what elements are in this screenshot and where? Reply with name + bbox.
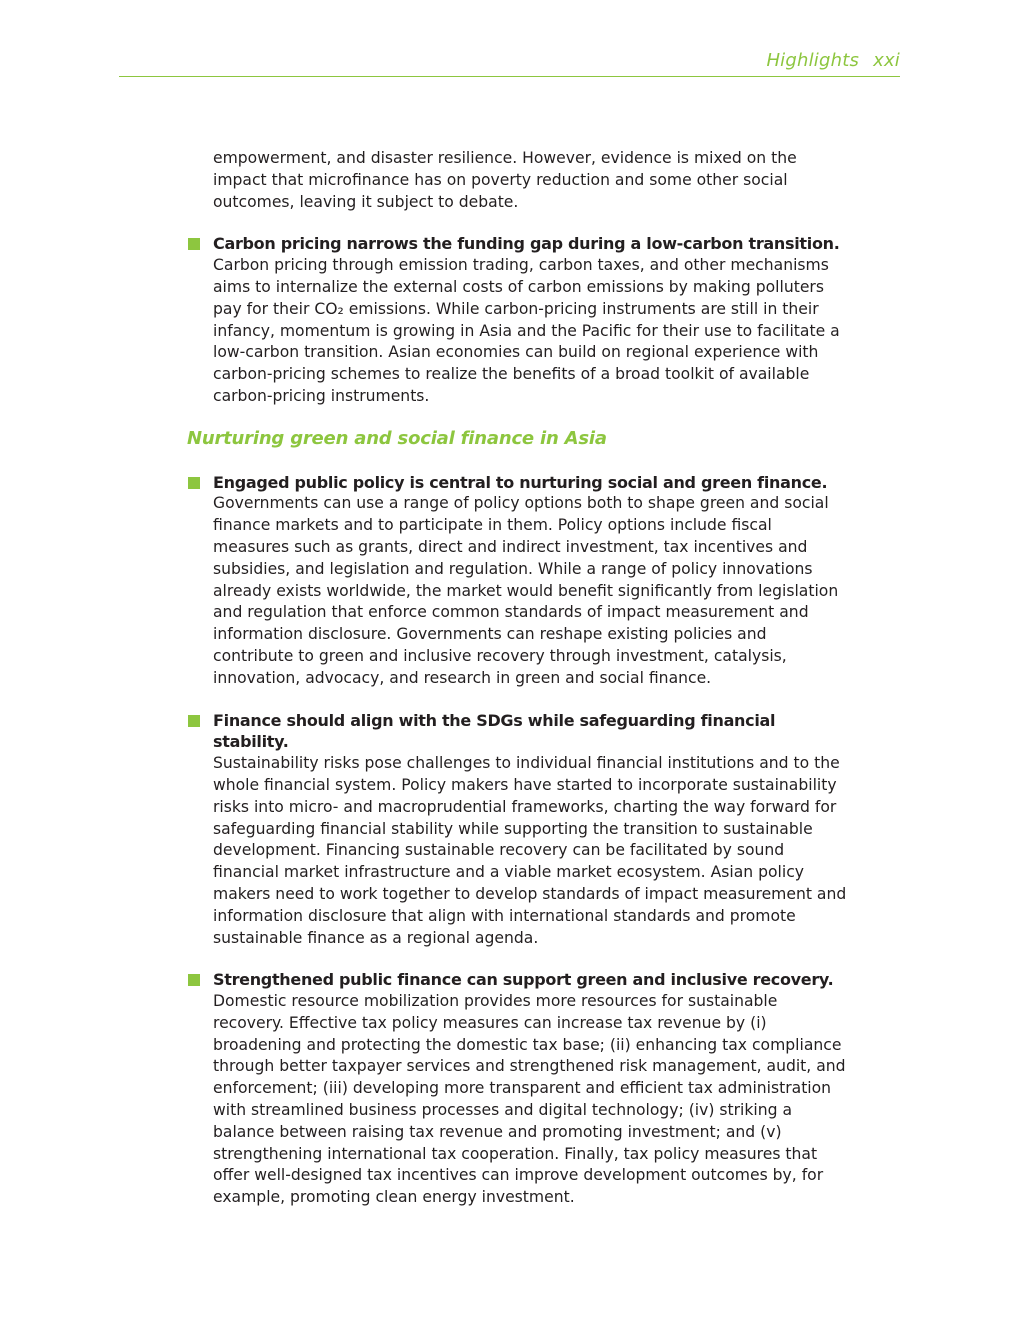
bullet-public-policy bbox=[187, 472, 847, 690]
page-body bbox=[187, 148, 847, 1229]
bullet-title: Carbon pricing narrows the funding gap during a low-carbon transition. bbox=[213, 234, 840, 254]
continued-paragraph: empowerment, and disaster resilience. However, evidence is mixed on the impact that microfinance has on poverty reduction and some other social outcomes, leaving it subject to debate. bbox=[213, 149, 797, 211]
bullet-title: Strengthened public finance can support green and inclusive recovery. bbox=[213, 970, 834, 990]
bullet-body: Sustainability risks pose challenges to individual financial institutions and to the whole financial system. Policy makers have started to incorporate sustainability risks into micro- and macroprudential frameworks, charting the way forward for safeguarding financial stability while supporting the transition to sustainable development. Financing sustainable recovery can be facilitated by sound financial market infrastructure and a viable market ecosystem. Asian policy makers need to work together to develop standards of impact measurement and information disclosure that align with international standards and promote sustainable finance as a regional agenda. bbox=[213, 754, 847, 947]
bullet-sdg-alignment bbox=[187, 710, 847, 950]
bullet-body: Governments can use a range of policy options both to shape green and social finance markets and to participate in them. Policy options include fiscal measures such as grants, direct and indirect investment, tax incentives and subsidies, and legislation and regulation. While a range of policy innovations already exists worldwide, the market would benefit significantly from legislation and regulation that enforce common standards of impact measurement and information disclosure. Governments can reshape existing policies and contribute to green and inclusive recovery through investment, catalysis, innovation, advocacy, and research in green and social finance. bbox=[213, 494, 839, 687]
bullet-public-finance bbox=[187, 969, 847, 1209]
running-header bbox=[766, 50, 900, 71]
running-header-section: Highlights bbox=[766, 50, 860, 71]
bullet-title: Engaged public policy is central to nurturing social and green finance. bbox=[213, 472, 828, 492]
bullet-square-icon bbox=[188, 715, 200, 727]
page-number: xxi bbox=[873, 50, 900, 71]
header-rule bbox=[119, 76, 900, 77]
bullet-carbon-pricing bbox=[187, 233, 847, 407]
bullet-body: Carbon pricing through emission trading, carbon taxes, and other mechanisms aims to internalize the external costs of carbon emissions by making polluters pay for their CO₂ emissions. While carbon-pricing instruments are still in their infancy, momentum is growing in Asia and the Pacific for their use to facilitate a low-carbon transition. Asian economies can build on regional experience with carbon-pricing schemes to realize the benefits of a broad toolkit of available carbon-pricing instruments. bbox=[213, 256, 840, 405]
bullet-title: Finance should align with the SDGs while safeguarding financial stability. bbox=[213, 710, 776, 752]
bullet-body: Domestic resource mobilization provides more resources for sustainable recovery. Effective tax policy measures can increase tax revenue by (i) broadening and protecting the domestic tax base; (ii) enhancing tax compliance through better taxpayer services and strengthened risk management, audit, and enforcement; (iii) developing more transparent and efficient tax administration with streamlined business processes and digital technology; (iv) striking a balance between raising tax revenue and promoting investment; and (v) strengthening international tax cooperation. Finally, tax policy measures that offer well-designed tax incentives can improve development outcomes by, for example, promoting clean energy investment. bbox=[213, 992, 846, 1207]
bullet-square-icon bbox=[188, 477, 200, 489]
bullet-square-icon bbox=[188, 974, 200, 986]
bullet-square-icon bbox=[188, 238, 200, 250]
section-heading: Nurturing green and social finance in Asia bbox=[187, 427, 607, 449]
